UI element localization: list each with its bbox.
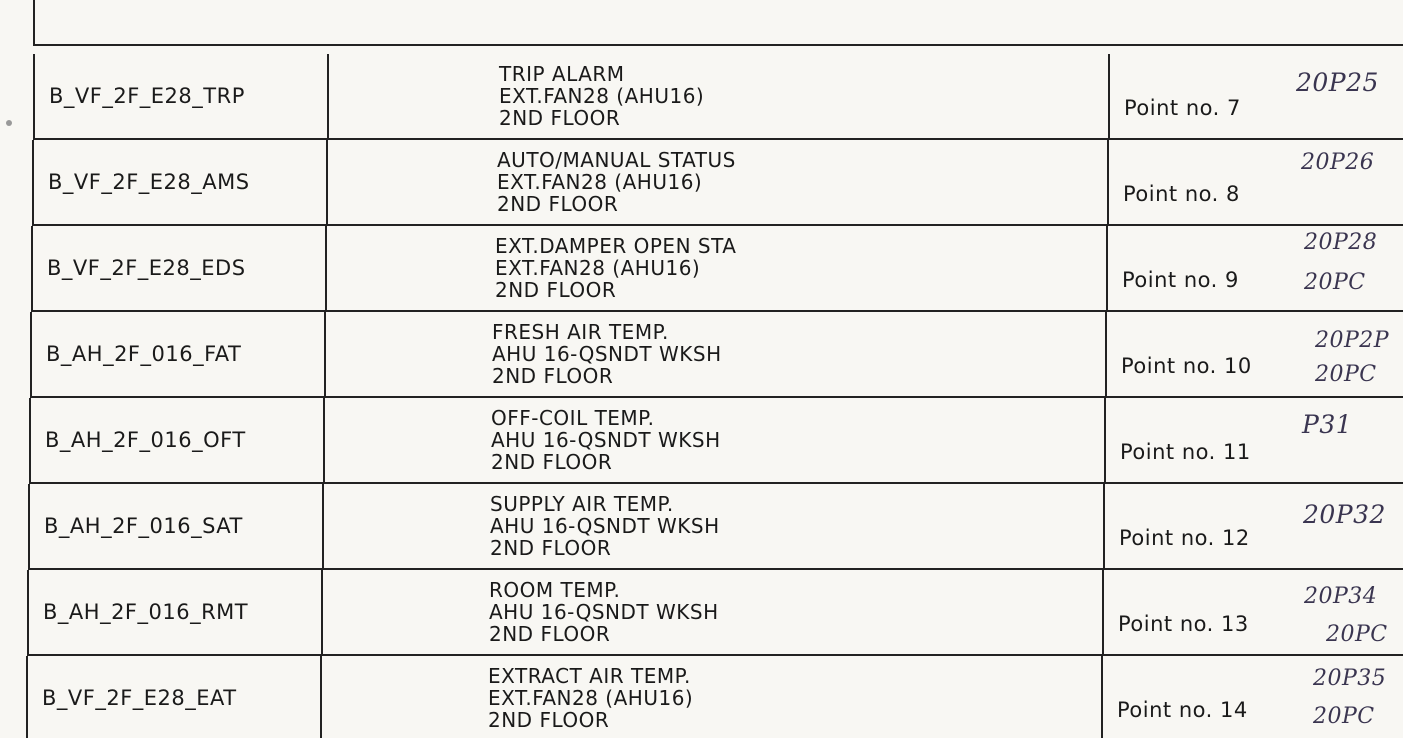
- tag-cell: [28, 484, 324, 570]
- point-tag: B_AH_2F_016_SAT: [44, 514, 243, 538]
- point-description: [495, 235, 736, 301]
- description-cell: [327, 226, 1108, 312]
- table-row: [28, 484, 1403, 570]
- description-line: 2ND FLOOR: [499, 106, 621, 130]
- point-number: Point no. 9: [1122, 268, 1239, 292]
- tag-cell: [32, 140, 328, 226]
- frame-top-rule: [33, 44, 1403, 46]
- description-line: EXTRACT AIR TEMP.: [488, 664, 691, 688]
- table-row: [32, 140, 1403, 226]
- description-line: EXT.FAN28 (AHU16): [488, 686, 694, 710]
- handwritten-note: 20P25: [1296, 68, 1379, 97]
- point-description: [488, 665, 693, 731]
- point-tag: B_VF_2F_E28_TRP: [49, 84, 245, 108]
- point-description: [490, 493, 720, 559]
- point-number: Point no. 8: [1123, 182, 1240, 206]
- table-row: [29, 398, 1403, 484]
- description-line: AUTO/MANUAL STATUS: [497, 148, 736, 172]
- description-line: AHU 16-QSNDT WKSH: [489, 600, 719, 624]
- point-cell: [1104, 570, 1403, 656]
- description-cell: [326, 312, 1107, 398]
- point-tag: B_VF_2F_E28_EDS: [47, 256, 246, 280]
- point-cell: [1103, 656, 1403, 738]
- point-number: Point no. 14: [1117, 698, 1248, 722]
- handwritten-note: 20PC: [1304, 270, 1366, 295]
- description-line: 2ND FLOOR: [489, 622, 611, 646]
- handwritten-note: 20P34: [1304, 584, 1378, 609]
- point-description: [492, 321, 722, 387]
- handwritten-note: P31: [1302, 410, 1353, 439]
- description-line: SUPPLY AIR TEMP.: [490, 492, 674, 516]
- point-description: [497, 149, 736, 215]
- handwritten-note: 20PC: [1315, 362, 1377, 387]
- point-number: Point no. 13: [1118, 612, 1249, 636]
- point-description: [491, 407, 721, 473]
- description-cell: [328, 140, 1109, 226]
- point-tag: B_AH_2F_016_RMT: [43, 600, 249, 624]
- point-cell: [1106, 398, 1403, 484]
- description-line: EXT.FAN28 (AHU16): [495, 256, 701, 280]
- description-line: EXT.DAMPER OPEN STA: [495, 234, 737, 258]
- description-line: OFF-COIL TEMP.: [491, 406, 655, 430]
- point-number: Point no. 11: [1120, 440, 1251, 464]
- description-line: 2ND FLOOR: [495, 278, 617, 302]
- description-line: AHU 16-QSNDT WKSH: [491, 428, 721, 452]
- table-row: [30, 312, 1403, 398]
- description-line: 2ND FLOOR: [492, 364, 614, 388]
- frame-left-line: [33, 0, 35, 46]
- point-description: [499, 63, 704, 129]
- description-line: 2ND FLOOR: [491, 450, 613, 474]
- scan-speck: [6, 120, 12, 126]
- description-cell: [322, 656, 1103, 738]
- point-cell: [1110, 54, 1403, 140]
- handwritten-note: 20P2P: [1315, 328, 1390, 353]
- tag-cell: [31, 226, 327, 312]
- tag-cell: [30, 312, 326, 398]
- description-cell: [325, 398, 1106, 484]
- point-cell: [1108, 226, 1403, 312]
- table-row: [31, 226, 1403, 312]
- description-line: 2ND FLOOR: [497, 192, 619, 216]
- handwritten-note: 20P28: [1304, 230, 1378, 255]
- point-tag: B_VF_2F_E28_EAT: [42, 686, 237, 710]
- handwritten-note: 20P26: [1301, 150, 1375, 175]
- point-cell: [1107, 312, 1403, 398]
- description-line: AHU 16-QSNDT WKSH: [490, 514, 720, 538]
- description-line: AHU 16-QSNDT WKSH: [492, 342, 722, 366]
- point-number: Point no. 10: [1121, 354, 1252, 378]
- tag-cell: [33, 54, 329, 140]
- point-tag: B_AH_2F_016_OFT: [45, 428, 246, 452]
- point-tag: B_VF_2F_E28_AMS: [48, 170, 250, 194]
- table-row: [33, 54, 1403, 140]
- description-line: TRIP ALARM: [499, 62, 625, 86]
- handwritten-note: 20PC: [1313, 704, 1375, 729]
- description-cell: [329, 54, 1110, 140]
- point-tag: B_AH_2F_016_FAT: [46, 342, 242, 366]
- tag-cell: [27, 570, 323, 656]
- description-line: EXT.FAN28 (AHU16): [499, 84, 705, 108]
- point-cell: [1105, 484, 1403, 570]
- description-cell: [324, 484, 1105, 570]
- description-line: ROOM TEMP.: [489, 578, 621, 602]
- handwritten-note: 20P32: [1303, 500, 1386, 529]
- handwritten-note: 20PC: [1326, 622, 1388, 647]
- tag-cell: [26, 656, 322, 738]
- table-row: [27, 570, 1403, 656]
- handwritten-note: 20P35: [1313, 666, 1387, 691]
- point-description: [489, 579, 719, 645]
- description-line: 2ND FLOOR: [488, 708, 610, 732]
- description-cell: [323, 570, 1104, 656]
- point-number: Point no. 12: [1119, 526, 1250, 550]
- tag-cell: [29, 398, 325, 484]
- point-cell: [1109, 140, 1403, 226]
- description-line: 2ND FLOOR: [490, 536, 612, 560]
- point-number: Point no. 7: [1124, 96, 1241, 120]
- description-line: FRESH AIR TEMP.: [492, 320, 669, 344]
- table-row: [26, 656, 1403, 738]
- description-line: EXT.FAN28 (AHU16): [497, 170, 703, 194]
